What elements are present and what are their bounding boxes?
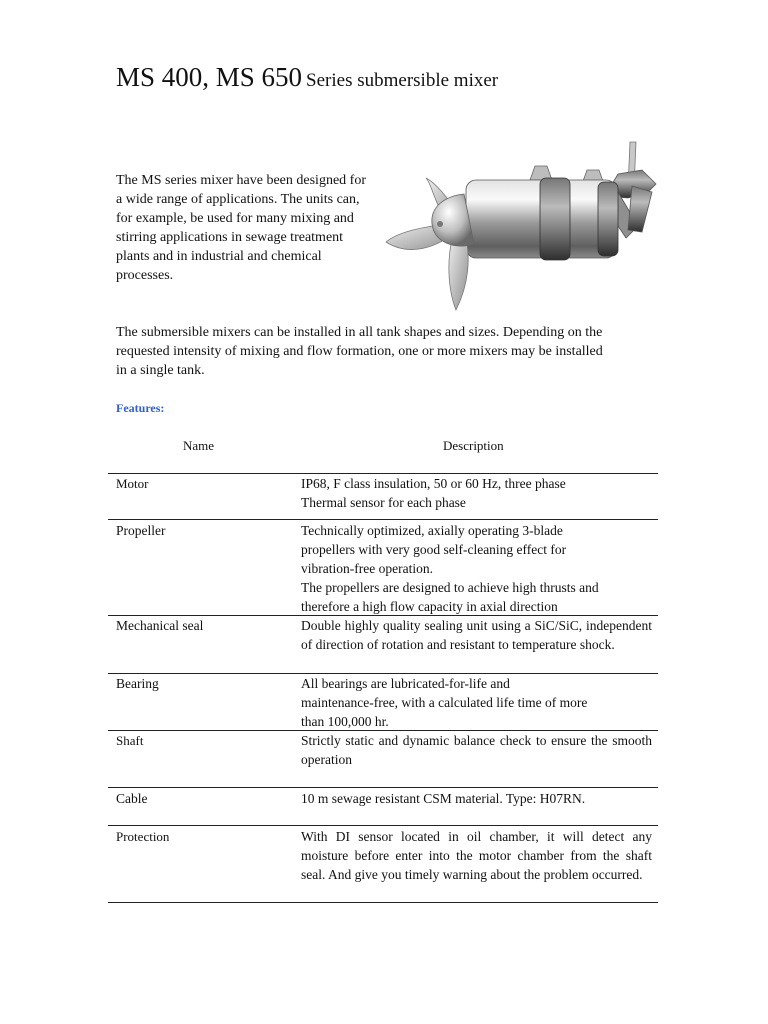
row-description-cable: 10 m sewage resistant CSM material. Type: H07RN.	[301, 791, 586, 806]
column-header-name: Name	[183, 438, 215, 453]
description-line: IP68, F class insulation, 50 or 60 Hz, three phase	[301, 476, 566, 491]
title-model: MS 400, MS 650	[116, 62, 303, 92]
description-line: The propellers are designed to achieve high thrusts and	[301, 580, 599, 595]
features-heading: Features:	[116, 401, 165, 415]
mixer-product-image	[380, 140, 662, 315]
row-name-propeller: Propeller	[116, 523, 166, 538]
table-rule	[108, 519, 658, 520]
description-line: Thermal sensor for each phase	[301, 495, 466, 510]
table-rule	[108, 902, 658, 903]
row-description-shaft: Strictly static and dynamic balance check to ensure the smooth operation	[301, 733, 652, 767]
row-name-shaft: Shaft	[116, 733, 144, 748]
mixer-drawing	[386, 142, 656, 310]
title-series: Series submersible mixer	[306, 70, 499, 91]
description-line: propellers with very good self-cleaning effect for	[301, 542, 567, 557]
row-description-mechanical-seal: Double highly quality sealing unit using a SiC/SiC, independent of direction of rotation and resistant to temperature shock.	[301, 618, 652, 652]
row-description-motor	[301, 474, 652, 512]
row-name-cable: Cable	[116, 791, 148, 806]
description-line: vibration-free operation.	[301, 561, 433, 576]
installation-paragraph: The submersible mixers can be installed in all tank shapes and sizes. Depending on the requested intensity of mixing and flow formation, one or more mixers may be installed in a single tank.	[116, 325, 603, 378]
row-name-motor: Motor	[116, 476, 149, 491]
table-rule	[108, 787, 658, 788]
table-rule	[108, 825, 658, 826]
row-name-protection: Protection	[116, 829, 170, 844]
intro-paragraph: The MS series mixer have been designed for a wide range of applications. The units can, for example, be used for many mixing and stirring applications in sewage treatment plants and in industrial and chemical processes.	[116, 173, 366, 283]
row-description-bearing	[301, 674, 652, 731]
row-description-protection: With DI sensor located in oil chamber, it will detect any moisture before enter into the motor chamber from the shaft seal. And give you timely warning about the problem occurred.	[301, 829, 652, 882]
row-name-bearing: Bearing	[116, 676, 159, 691]
row-name-mechanical-seal: Mechanical seal	[116, 618, 204, 633]
description-line: than 100,000 hr.	[301, 714, 389, 729]
description-line: maintenance-free, with a calculated life time of more	[301, 695, 588, 710]
page-title	[116, 62, 498, 93]
description-line: All bearings are lubricated-for-life and	[301, 676, 510, 691]
description-line: Technically optimized, axially operating 3-blade	[301, 523, 563, 538]
row-description-propeller	[301, 521, 652, 616]
description-line: therefore a high flow capacity in axial direction	[301, 599, 558, 614]
column-header-description: Description	[443, 438, 504, 453]
